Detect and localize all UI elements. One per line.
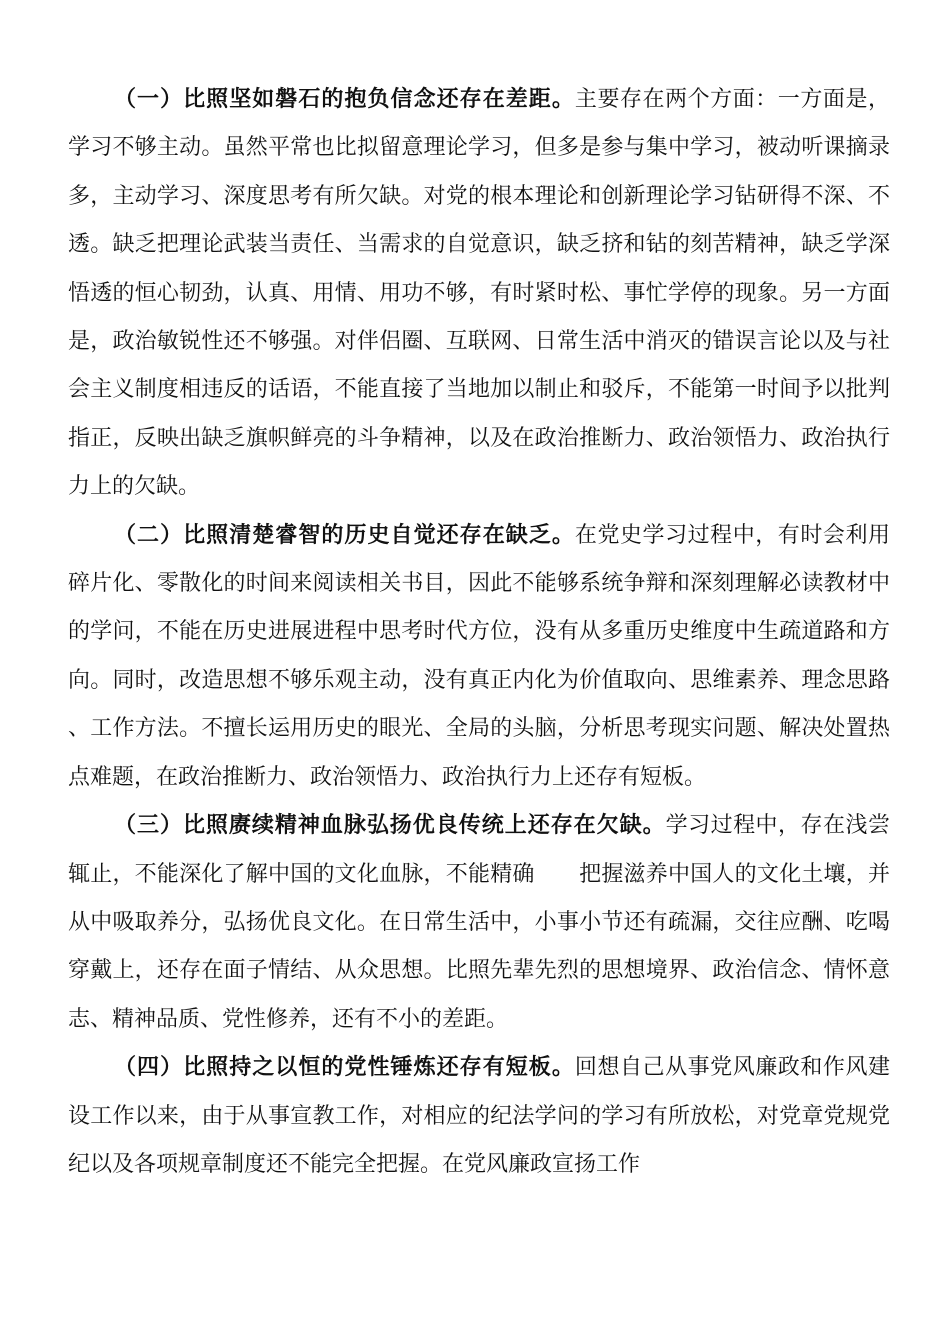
paragraph-3 <box>68 802 890 1044</box>
paragraph-4-heading: （四）比照持之以恒的党性锤炼还存有短板。 <box>114 1055 575 1081</box>
paragraph-1 <box>68 76 890 512</box>
paragraph-1-heading: （一）比照坚如磐石的抱负信念还存在差距。 <box>114 87 575 112</box>
paragraph-1-body: 主要存在两个方面：一方面是，学习不够主动。虽然平常也比拟留意理论学习，但多是参与集中学习，被动听课摘录多，主动学习、深度思考有所欠缺。对党的根本理论和创新理论学习钻研得不深、不透。缺乏把理论武装当责任、当需求的自觉意识，缺乏挤和钻的刻苦精神，缺乏学深悟透的恒心韧劲，认真、用情、用功不够，有时紧时松、事忙学停的现象。另一方面是，政治敏锐性还不够强。对伴侣圈、互联网、日常生活中消灭的错误言论以及与社会主义制度相违反的话语，不能直接了当地加以制止和驳斥，不能第一时间予以批判指正，反映出缺乏旗帜鲜亮的斗争精神，以及在政治推断力、政治领悟力、政治执行力上的欠缺。 <box>68 87 890 500</box>
paragraph-4 <box>68 1044 890 1189</box>
paragraph-2 <box>68 512 890 802</box>
paragraph-3-body: 学习过程中，存在浅尝辄止，不能深化了解中国的文化血脉，不能精确 把握滋养中国人的文化土壤，并从中吸取养分，弘扬优良文化。在日常生活中，小事小节还有疏漏，交往应酬、吃喝穿戴上，还存在面子情结、从众思想。比照先辈先烈的思想境界、政治信念、情怀意志、精神品质、党性修养，还有不小的差距。 <box>68 813 890 1032</box>
paragraph-4-body: 回想自己从事党风廉政和作风建设工作以来，由于从事宣教工作，对相应的纪法学问的学习有所放松，对党章党规党纪以及各项规章制度还不能完全把握。在党风廉政宣扬工作 <box>68 1055 890 1177</box>
paragraph-3-heading: （三）比照赓续精神血脉弘扬优良传统上还存在欠缺。 <box>114 813 666 839</box>
paragraph-2-heading: （二）比照清楚睿智的历史自觉还存在缺乏。 <box>114 522 575 548</box>
paragraph-2-body: 在党史学习过程中，有时会利用碎片化、零散化的时间来阅读相关书目，因此不能够系统争辩和深刻理解必读教材中的学问，不能在历史进展进程中思考时代方位，没有从多重历史维度中生疏道路和方向。同时，改造思想不够乐观主动，没有真正内化为价值取向、思维素养、理念思路、工作方法。不擅长运用历史的眼光、全局的头脑，分析思考现实问题、解决处置热点难题，在政治推断力、政治领悟力、政治执行力上还存有短板。 <box>68 522 890 790</box>
document-page <box>68 76 890 1189</box>
